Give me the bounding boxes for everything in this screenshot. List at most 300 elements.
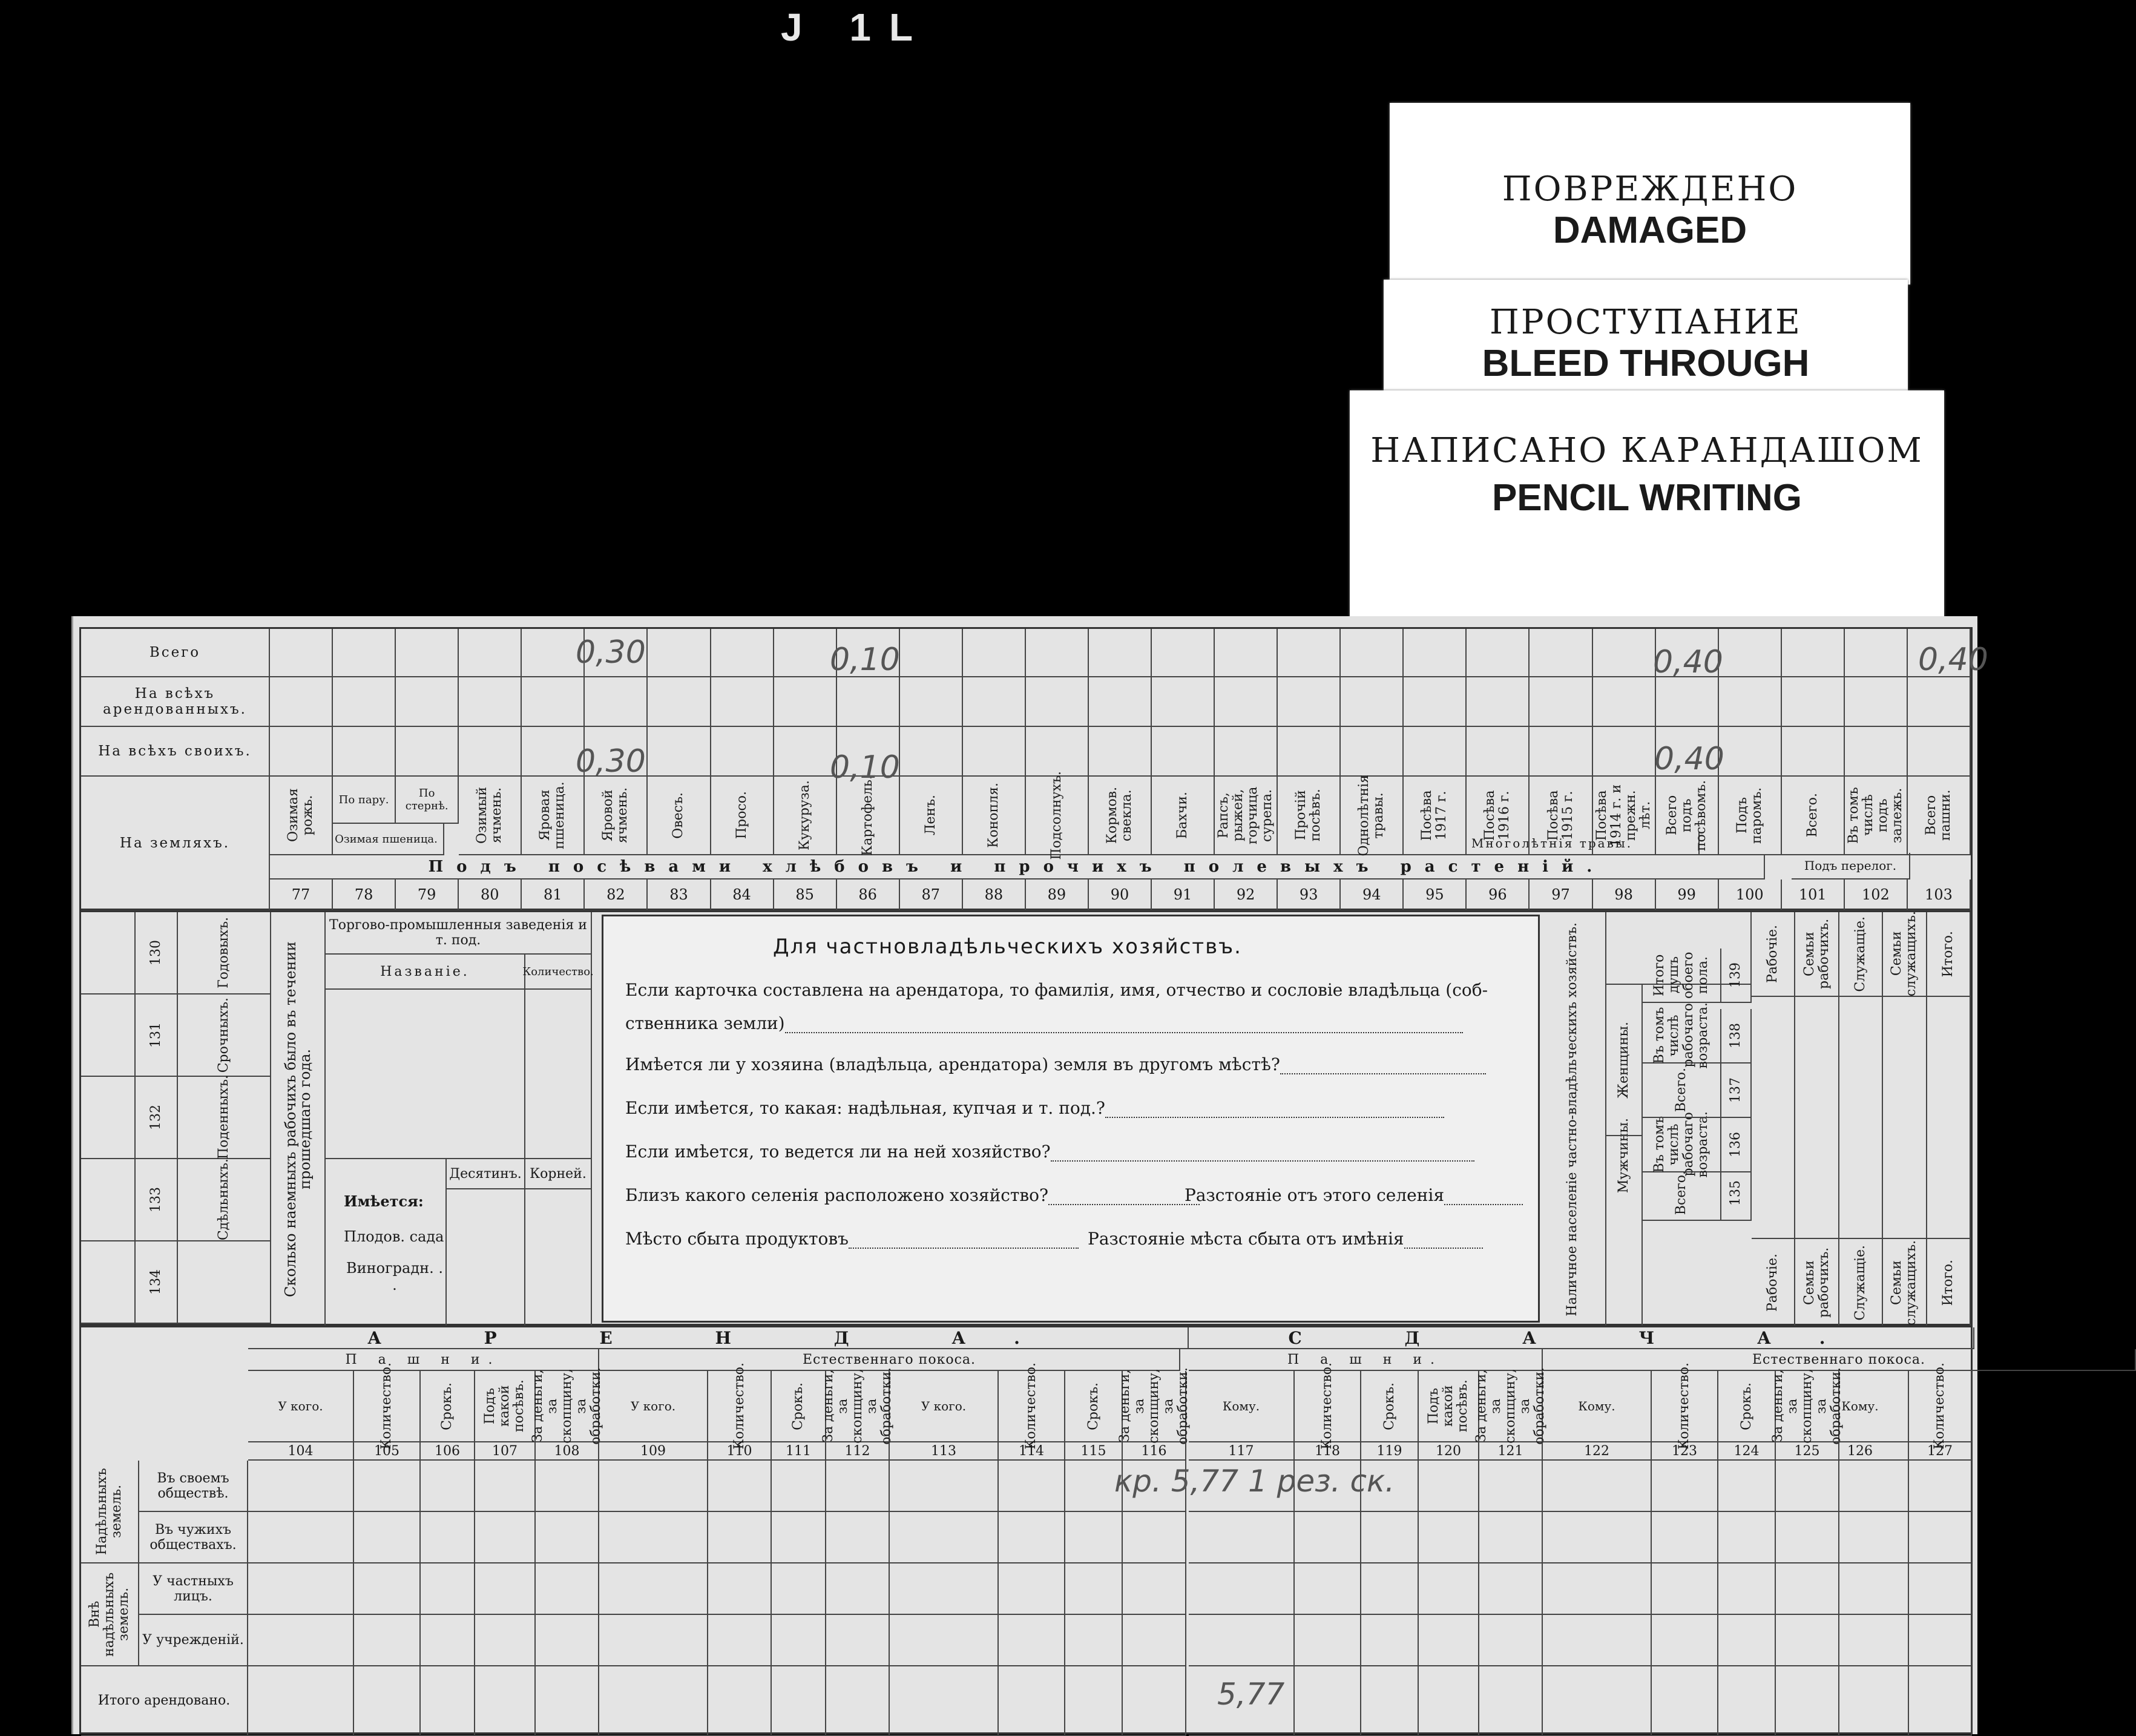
bottom-col-label-125: За деньги, за скопщину, за обработки.: [1770, 1367, 1844, 1445]
crop-cell-r1-c96: [1467, 677, 1530, 727]
bottom-col-label-108: За деньги, за скопщину, за обработки.: [530, 1367, 603, 1445]
hw-total-2: 0,10: [830, 642, 900, 678]
bottom-col-label-113: У кого.: [890, 1371, 999, 1442]
pop-num-136: 136: [1721, 1118, 1752, 1172]
bottom-col-num-109: 109: [599, 1442, 708, 1461]
lease-cell-r4-c23: [1909, 1666, 1972, 1736]
crop-cell-r1-c83: [648, 677, 711, 727]
lease-cell-r4-c5: [599, 1666, 708, 1736]
crop-cell-r2-c92: [1215, 727, 1278, 777]
hire-num-131: 131: [136, 995, 178, 1077]
staff-body-3: [1883, 997, 1927, 1239]
bottom-group-title-3: П а ш н и.: [1189, 1349, 1543, 1371]
crop-cell-r2-c87: [900, 727, 963, 777]
hw-own-2: 0,10: [830, 749, 900, 786]
group-nadel: Надѣльныхъ земель.: [81, 1461, 139, 1563]
orchard-label: Плодов. сада: [344, 1228, 444, 1245]
lease-cell-r0-c22: [1812, 1461, 1909, 1512]
crop-label-100: Подъ паромъ.: [1719, 777, 1782, 855]
hire-label-132: Поденныхъ.: [178, 1077, 271, 1159]
lease-cell-r0-c4: [536, 1461, 599, 1512]
bottom-col-num-120: 120: [1419, 1442, 1479, 1461]
hw-own-1: 0,30: [576, 743, 646, 780]
bottom-col-label-106: Срокъ.: [421, 1371, 475, 1442]
question-land-type: Если имѣется, то какая: надѣльная, купчая и т. под.?: [625, 1098, 1444, 1118]
crop-band: Подъ посѣвами хлѣбовъ и прочихъ полевыхъ растеній.: [270, 855, 1765, 880]
crop-cell-r1-c92: [1215, 677, 1278, 727]
staff-bottom-2: Служащіе.: [1839, 1239, 1883, 1327]
lease-cell-r2-c8: [826, 1563, 890, 1615]
crop-num-93: 93: [1278, 880, 1341, 911]
lease-cell-r4-c2: [421, 1666, 475, 1736]
lease-cell-r4-c17: [1479, 1666, 1543, 1736]
crop-cell-r2-c79: [396, 727, 459, 777]
lease-cell-r2-c19: [1652, 1563, 1718, 1615]
bottom-col-label-121: За деньги, за скопщину, за обработки.: [1473, 1367, 1547, 1445]
crop-cell-r0-c94: [1341, 629, 1404, 677]
row-label-rented: На всѣхъ арендованныхъ.: [81, 677, 270, 727]
crop-cell-r1-c101: [1782, 677, 1845, 727]
bottom-col-num-104: 104: [248, 1442, 354, 1461]
crop-num-88: 88: [963, 880, 1026, 911]
crop-num-86: 86: [837, 880, 900, 911]
crop-cell-r1-c99: [1656, 677, 1719, 727]
crop-label-95: Посѣва 1917 г.: [1404, 777, 1467, 855]
row-private-persons: У частныхъ лицъ.: [139, 1563, 248, 1615]
question-market: Мѣсто сбыта продуктовъ: [625, 1229, 1079, 1249]
crop-cell-r1-c97: [1530, 677, 1592, 727]
crop-label-80: Озимый ячмень.: [459, 777, 522, 855]
crop-cell-r0-c95: [1404, 629, 1467, 677]
crop-label-79: По стернѣ.: [396, 777, 459, 824]
lease-cell-r0-c19: [1652, 1461, 1718, 1512]
staff-top-3: Семьи служащихъ.: [1883, 912, 1927, 997]
crop-num-94: 94: [1341, 880, 1404, 911]
lease-cell-r2-c16: [1419, 1563, 1479, 1615]
crop-cell-r1-c78: [333, 677, 396, 727]
crop-cell-r1-c95: [1404, 677, 1467, 727]
lease-cell-r2-c23: [1909, 1563, 1972, 1615]
desyatin-area: [447, 1189, 525, 1327]
lease-cell-r3-c12: [1123, 1615, 1186, 1666]
hire-spacer-133: [81, 1159, 136, 1241]
crop-num-77: 77: [270, 880, 333, 911]
crop-cell-r2-c94: [1341, 727, 1404, 777]
staff-body-2: [1839, 997, 1883, 1239]
bottom-col-num-107: 107: [475, 1442, 536, 1461]
bottom-col-num-124: 124: [1718, 1442, 1776, 1461]
crop-cell-r0-c84: [711, 629, 774, 677]
lease-cell-r0-c0: [248, 1461, 354, 1512]
lease-cell-r1-c20: [1718, 1512, 1776, 1563]
lease-cell-r1-c18: [1543, 1512, 1652, 1563]
pop-num-139: 139: [1721, 949, 1752, 1003]
bottom-col-num-113: 113: [890, 1442, 999, 1461]
crop-cell-r1-c79: [396, 677, 459, 727]
pop-label-136: Въ томъ числѣ рабочаго возраста.: [1643, 1118, 1721, 1172]
lease-cell-r2-c6: [708, 1563, 772, 1615]
lease-cell-r1-c19: [1652, 1512, 1718, 1563]
staff-top-1: Семьи рабочихъ.: [1795, 912, 1839, 997]
hire-spacer-134: [81, 1241, 136, 1324]
census-card: [71, 616, 1988, 1734]
crop-cell-r0-c77: [270, 629, 333, 677]
bottom-col-num-123: 123: [1652, 1442, 1718, 1461]
bottom-col-num-116: 116: [1123, 1442, 1186, 1461]
crop-label-83: Овесъ.: [648, 777, 711, 855]
crop-num-92: 92: [1215, 880, 1278, 911]
row-own-society: Въ своемъ обществѣ.: [139, 1461, 248, 1512]
lease-cell-r0-c2: [421, 1461, 475, 1512]
hire-num-133: 133: [136, 1159, 178, 1241]
hw-own-3: 0,40: [1654, 741, 1724, 777]
crop-cell-r1-c100: [1719, 677, 1782, 727]
bottom-col-num-121: 121: [1479, 1442, 1543, 1461]
arenda-title: А Р Е Н Д А.: [248, 1327, 1189, 1349]
lease-cell-r3-c0: [248, 1615, 354, 1666]
lease-cell-r1-c22: [1812, 1512, 1909, 1563]
bottom-col-num-117: 117: [1189, 1442, 1295, 1461]
lease-cell-r2-c15: [1361, 1563, 1419, 1615]
lease-cell-r3-c10: [999, 1615, 1065, 1666]
lease-section: [79, 1326, 1973, 1734]
lease-cell-r3-c5: [599, 1615, 708, 1666]
vineyard-label: Виноградн. . .: [346, 1259, 443, 1294]
lease-cell-r2-c2: [421, 1563, 475, 1615]
crop-num-80: 80: [459, 880, 522, 911]
hw-lease-note: кр. 5,77 1 рез. ск.: [1114, 1464, 1395, 1499]
crop-label-99: Всего подъ посѣвомъ.: [1656, 777, 1719, 855]
lease-cell-r0-c1: [354, 1461, 421, 1512]
crop-cell-r1-c82: [585, 677, 648, 727]
crop-cell-r0-c80: [459, 629, 522, 677]
bottom-col-num-105: 105: [354, 1442, 421, 1461]
group-vne: Внѣ надѣльныхъ земель.: [81, 1563, 139, 1666]
crop-label-90: Кормов. свекла.: [1089, 777, 1152, 855]
crop-label-89: Подсолнухъ.: [1026, 777, 1089, 855]
hire-num-132: 132: [136, 1077, 178, 1159]
question-owner-cont: ственника земли): [625, 1013, 1463, 1033]
lease-cell-r3-c23: [1909, 1615, 1972, 1666]
lease-cell-r4-c1: [354, 1666, 421, 1736]
lease-cell-r3-c17: [1479, 1615, 1543, 1666]
crop-label-77: Озимая рожь.: [270, 777, 333, 855]
crop-cell-r0-c89: [1026, 629, 1089, 677]
lease-cell-r2-c11: [1065, 1563, 1123, 1615]
crop-num-102: 102: [1845, 880, 1908, 911]
workers-title: Сколько наемныхъ рабочихъ было въ течении прошедшаго года.: [271, 912, 326, 1327]
staff-top-0: Рабочіе.: [1752, 912, 1795, 997]
pop-label-137: Всего.: [1643, 1064, 1721, 1118]
crop-num-82: 82: [585, 880, 648, 911]
question-village-distance: Разстояніе отъ этого селенія: [1185, 1185, 1523, 1205]
bottom-col-label-105: Количество.: [354, 1371, 421, 1442]
lease-cell-r3-c3: [475, 1615, 536, 1666]
crop-num-95: 95: [1404, 880, 1467, 911]
lease-cell-r3-c20: [1718, 1615, 1776, 1666]
men-label: Мужчины.: [1606, 985, 1643, 1327]
staff-body-1: [1795, 997, 1839, 1239]
lease-cell-r2-c17: [1479, 1563, 1543, 1615]
lease-cell-r0-c17: [1479, 1461, 1543, 1512]
lease-cell-r4-c22: [1812, 1666, 1909, 1736]
crop-label-82: Яровой ячмень.: [585, 777, 648, 855]
crop-cell-r2-c80: [459, 727, 522, 777]
lease-cell-r2-c20: [1718, 1563, 1776, 1615]
trade-name-header: Названіе.: [326, 955, 525, 990]
crop-cell-r1-c102: [1845, 677, 1908, 727]
hire-spacer-130: [81, 912, 136, 995]
lease-cell-r2-c18: [1543, 1563, 1652, 1615]
lease-cell-r3-c19: [1652, 1615, 1718, 1666]
hw-total-1: 0,30: [576, 634, 646, 671]
lease-cell-r4-c16: [1419, 1666, 1479, 1736]
trade-qty-area: [525, 990, 592, 1159]
lease-cell-r1-c15: [1361, 1512, 1419, 1563]
lease-cell-r3-c8: [826, 1615, 890, 1666]
crop-label-85: Кукуруза.: [774, 777, 837, 855]
bottom-col-label-107: Подъ какой посѣвъ.: [475, 1371, 536, 1442]
bleed-ru: ПРОСТУПАНИЕ: [1490, 303, 1802, 342]
bottom-col-num-111: 111: [772, 1442, 826, 1461]
bottom-col-label-116: За деньги, за скопщину, за обработки.: [1117, 1367, 1191, 1445]
bottom-col-label-104: У кого.: [248, 1371, 354, 1442]
crop-cell-r0-c96: [1467, 629, 1530, 677]
crop-num-99: 99: [1656, 880, 1719, 911]
staff-bottom-3: Семьи служащихъ.: [1883, 1239, 1927, 1327]
crop-cell-r2-c95: [1404, 727, 1467, 777]
crop-cell-r2-c102: [1845, 727, 1908, 777]
staff-bottom-4: Итого.: [1927, 1239, 1971, 1327]
question-owner: Если карточка составлена на арендатора, то фамилія, имя, отчество и сословіе владѣльца (соб-: [625, 980, 1488, 1000]
lease-cell-r1-c3: [475, 1512, 536, 1563]
crop-cell-r0-c93: [1278, 629, 1341, 677]
lease-cell-r4-c10: [999, 1666, 1065, 1736]
bottom-col-label-110: Количество.: [708, 1371, 772, 1442]
lease-cell-r2-c4: [536, 1563, 599, 1615]
trade-qty-header: Количество.: [525, 955, 592, 990]
crop-cell-r1-c94: [1341, 677, 1404, 727]
lease-cell-r4-c18: [1543, 1666, 1652, 1736]
question-other-land: Имѣется ли у хозяина (владѣльца, арендатора) земля въ другомъ мѣстѣ?: [625, 1054, 1486, 1074]
lease-cell-r2-c7: [772, 1563, 826, 1615]
lease-cell-r1-c13: [1189, 1512, 1295, 1563]
hw-total-4: 0,40: [1918, 642, 1988, 678]
question-market-distance: Разстояніе мѣста сбыта отъ имѣнія: [1088, 1229, 1483, 1249]
pencil-en: PENCIL WRITING: [1491, 477, 1802, 519]
hire-label-130: Годовыхъ.: [178, 912, 271, 995]
crop-cell-r1-c103: [1908, 677, 1971, 727]
lease-cell-r2-c3: [475, 1563, 536, 1615]
desyatin-header: Десятинъ.: [447, 1159, 525, 1189]
crop-cell-r2-c83: [648, 727, 711, 777]
lease-cell-r4-c11: [1065, 1666, 1123, 1736]
top-mark: J 1L: [781, 5, 932, 49]
crop-cell-r0-c97: [1530, 629, 1592, 677]
bottom-col-num-119: 119: [1361, 1442, 1419, 1461]
lease-cell-r1-c0: [248, 1512, 354, 1563]
crop-cell-r2-c90: [1089, 727, 1152, 777]
row-label-own: На всѣхъ своихъ.: [81, 727, 270, 777]
staff-body-0: [1752, 997, 1795, 1239]
crop-label-93: Прочій посѣвъ.: [1278, 777, 1341, 855]
crop-label-94: Однолѣтнія травы.: [1341, 777, 1404, 855]
crop-label-101: Всего.: [1782, 777, 1845, 855]
lease-cell-r0-c16: [1419, 1461, 1479, 1512]
lease-cell-r3-c4: [536, 1615, 599, 1666]
row-label-lands: На земляхъ.: [81, 777, 270, 911]
crop-cell-r1-c87: [900, 677, 963, 727]
damaged-ru: ПОВРЕЖДЕНО: [1502, 169, 1798, 209]
lease-cell-r2-c14: [1295, 1563, 1361, 1615]
lease-cell-r1-c2: [421, 1512, 475, 1563]
bottom-group-title-4: Естественнаго покоса.: [1543, 1349, 2136, 1371]
lease-cell-r4-c15: [1361, 1666, 1419, 1736]
pop-label-135: Всего.: [1643, 1166, 1721, 1221]
trade-title: Торгово-промышленныя заведенія и т. под.: [326, 912, 592, 955]
crop-num-103: 103: [1908, 880, 1971, 911]
lease-cell-r3-c15: [1361, 1615, 1419, 1666]
hire-spacer-132: [81, 1077, 136, 1159]
lease-cell-r0-c9: [890, 1461, 999, 1512]
has-label: Имѣется:: [344, 1192, 424, 1210]
crop-cell-r0-c102: [1845, 629, 1908, 677]
crop-num-81: 81: [522, 880, 585, 911]
group-travy: Многолѣтнія травы.: [1405, 832, 1700, 855]
lease-cell-r4-c4: [536, 1666, 599, 1736]
private-title: Для частновладѣльческихъ хозяйствъ.: [773, 935, 1242, 959]
lease-cell-r3-c2: [421, 1615, 475, 1666]
bottom-col-label-109: У кого.: [599, 1371, 708, 1442]
bottom-col-num-126: 126: [1812, 1442, 1909, 1461]
bottom-col-label-127: Количество.: [1909, 1371, 1972, 1442]
damaged-label: [1390, 103, 1910, 284]
lease-cell-r4-c19: [1652, 1666, 1718, 1736]
lease-cell-r4-c20: [1718, 1666, 1776, 1736]
crop-label-86: Картофель.: [837, 777, 900, 855]
lease-cell-r0-c20: [1718, 1461, 1776, 1512]
crop-num-96: 96: [1467, 880, 1530, 911]
staff-top-2: Служащіе.: [1839, 912, 1883, 997]
lease-cell-r4-c8: [826, 1666, 890, 1736]
crop-num-78: 78: [333, 880, 396, 911]
staff-bottom-1: Семьи рабочихъ.: [1795, 1239, 1839, 1327]
crop-cell-r2-c93: [1278, 727, 1341, 777]
crop-cell-r2-c96: [1467, 727, 1530, 777]
crop-cell-r1-c88: [963, 677, 1026, 727]
lease-cell-r1-c14: [1295, 1512, 1361, 1563]
lease-cell-r4-c3: [475, 1666, 536, 1736]
bottom-col-num-122: 122: [1543, 1442, 1652, 1461]
crop-cell-r1-c80: [459, 677, 522, 727]
crop-cell-r2-c100: [1719, 727, 1782, 777]
lease-cell-r1-c12: [1123, 1512, 1186, 1563]
lease-cell-r1-c17: [1479, 1512, 1543, 1563]
lease-cell-r3-c18: [1543, 1615, 1652, 1666]
lease-cell-r4-c7: [772, 1666, 826, 1736]
crop-cell-r0-c92: [1215, 629, 1278, 677]
crop-cell-r1-c86: [837, 677, 900, 727]
lease-cell-r0-c8: [826, 1461, 890, 1512]
korney-header: Корней.: [525, 1159, 592, 1189]
crop-cell-r0-c88: [963, 629, 1026, 677]
bottom-group-title-0: П а ш н и.: [248, 1349, 599, 1371]
lease-cell-r1-c10: [999, 1512, 1065, 1563]
bottom-col-label-114: Количество.: [999, 1371, 1065, 1442]
crop-label-98: Посѣва 1914 г. и прежн. лѣт.: [1593, 777, 1656, 855]
crop-num-90: 90: [1089, 880, 1152, 911]
group-ozimaya: Озимая пшеница.: [329, 824, 444, 855]
crop-cell-r1-c93: [1278, 677, 1341, 727]
group-perelog: Подъ перелог.: [1792, 853, 1910, 880]
bottom-col-label-122: Кому.: [1543, 1371, 1652, 1442]
has-block: [326, 1159, 447, 1327]
staff-bottom-0: Рабочіе.: [1752, 1239, 1795, 1327]
bottom-col-num-112: 112: [826, 1442, 890, 1461]
crop-num-83: 83: [648, 880, 711, 911]
lease-cell-r1-c8: [826, 1512, 890, 1563]
hire-label-134: [178, 1241, 271, 1324]
crop-cell-r2-c89: [1026, 727, 1089, 777]
bottom-col-num-118: 118: [1295, 1442, 1361, 1461]
crop-cell-r2-c91: [1152, 727, 1215, 777]
bottom-col-label-111: Срокъ.: [772, 1371, 826, 1442]
lease-cell-r0-c7: [772, 1461, 826, 1512]
sdacha-title: С Д А Ч А.: [1189, 1327, 1974, 1349]
lease-cell-r3-c9: [890, 1615, 999, 1666]
pop-num-138: 138: [1721, 1009, 1752, 1064]
hire-spacer-131: [81, 995, 136, 1077]
lease-cell-r4-c6: [708, 1666, 772, 1736]
lease-cell-r0-c10: [999, 1461, 1065, 1512]
bottom-col-label-120: Подъ какой посѣвъ.: [1419, 1371, 1479, 1442]
population-title: Наличное населеніе частно-владѣльческихъ хозяйствъ.: [1540, 912, 1606, 1327]
crop-num-98: 98: [1593, 880, 1656, 911]
lease-cell-r1-c16: [1419, 1512, 1479, 1563]
lease-cell-r2-c12: [1123, 1563, 1186, 1615]
lease-cell-r2-c5: [599, 1563, 708, 1615]
lease-cell-r3-c11: [1065, 1615, 1123, 1666]
crop-cell-r2-c97: [1530, 727, 1592, 777]
lease-cell-r0-c6: [708, 1461, 772, 1512]
crop-label-97: Посѣва 1915 г.: [1530, 777, 1592, 855]
crop-cell-r0-c85: [774, 629, 837, 677]
lease-cell-r1-c7: [772, 1512, 826, 1563]
lease-cell-r4-c14: [1295, 1666, 1361, 1736]
bottom-col-num-127: 127: [1909, 1442, 1972, 1461]
crop-cell-r1-c85: [774, 677, 837, 727]
row-total-rented: Итого арендовано.: [81, 1666, 248, 1736]
crop-label-102: Въ томъ числѣ подъ залежь.: [1845, 777, 1908, 855]
lease-cell-r2-c22: [1812, 1563, 1909, 1615]
bottom-col-label-112: За деньги, за скопщину, за обработки.: [820, 1367, 894, 1445]
pop-label-139: Итого душъ обоего пола.: [1643, 949, 1721, 1003]
crop-label-78: По пару.: [333, 777, 396, 824]
bottom-col-label-118: Количество.: [1295, 1371, 1361, 1442]
bottom-col-label-119: Срокъ.: [1361, 1371, 1419, 1442]
pop-label-138: Въ томъ числѣ рабочаго возраста.: [1643, 1009, 1721, 1064]
hw-lease-total: 5,77: [1217, 1677, 1285, 1712]
crop-num-101: 101: [1782, 880, 1845, 911]
bottom-col-label-123: Количество.: [1652, 1371, 1718, 1442]
pencil-ru: НАПИСАНО КАРАНДАШОМ: [1370, 431, 1924, 470]
lease-cell-r1-c4: [536, 1512, 599, 1563]
crop-label-87: Ленъ.: [900, 777, 963, 855]
crop-cell-r1-c89: [1026, 677, 1089, 727]
crop-cell-r1-c77: [270, 677, 333, 727]
crop-cell-r2-c103: [1908, 727, 1971, 777]
bleed-en: BLEED THROUGH: [1482, 343, 1810, 384]
